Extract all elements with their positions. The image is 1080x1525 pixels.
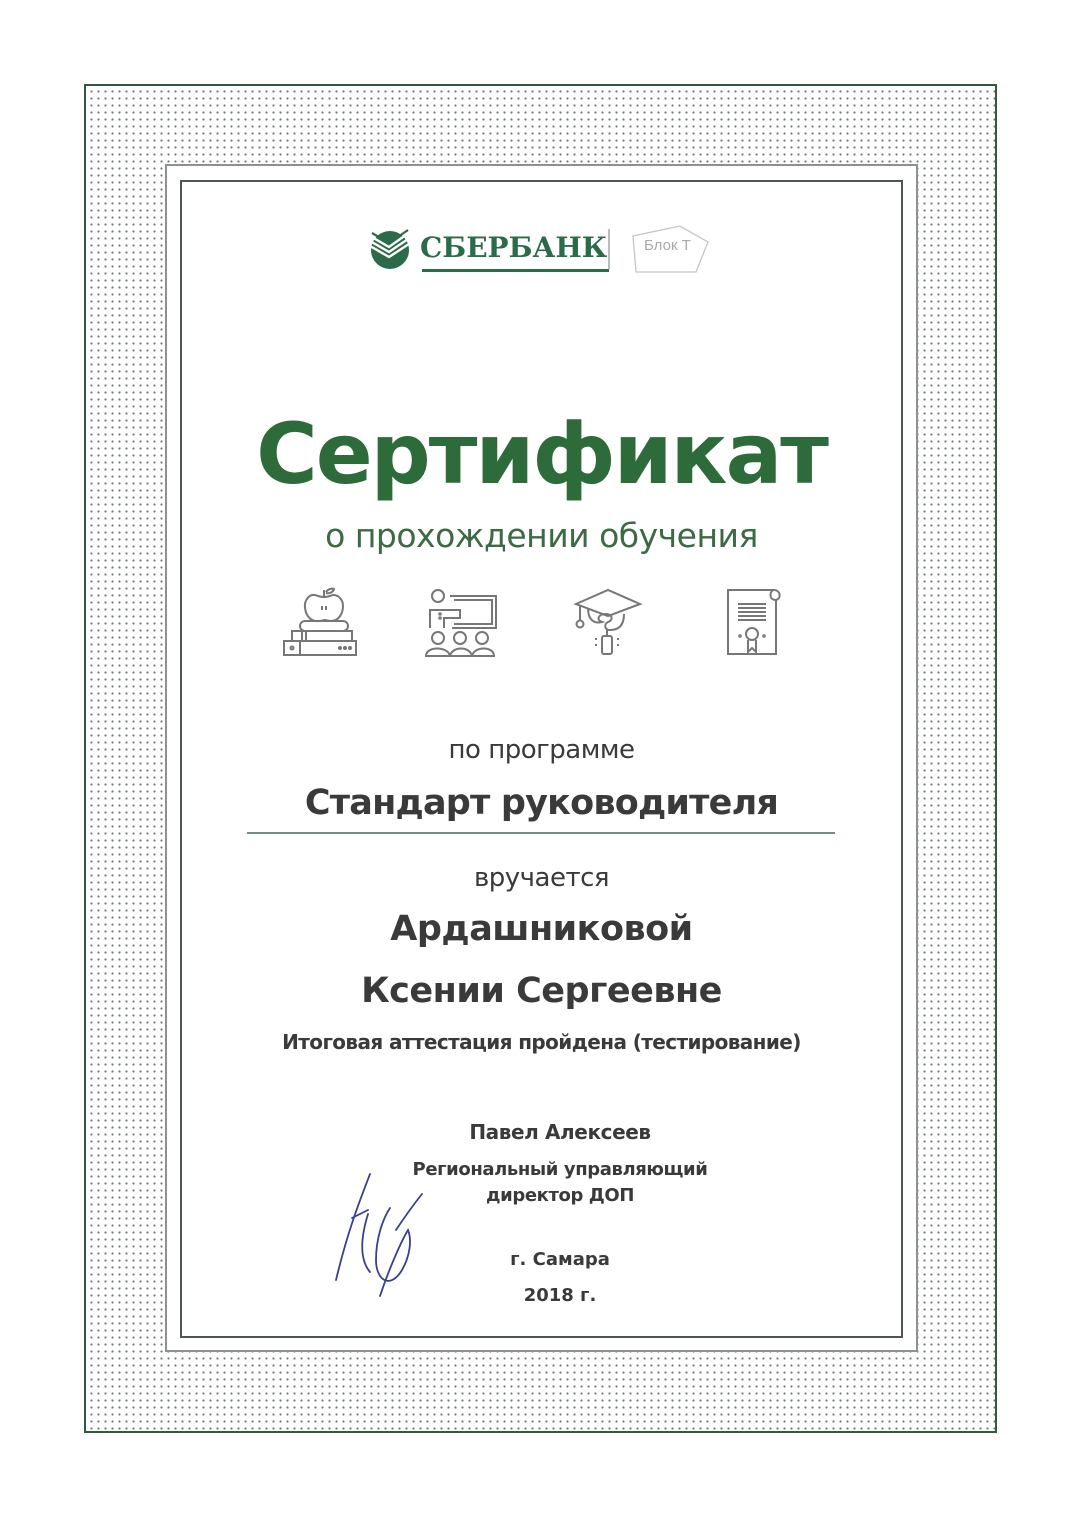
apple-books-icon: [280, 586, 370, 662]
recipient-given-names: Ксении Сергеевне: [361, 971, 722, 1011]
program-label: по программе: [448, 735, 635, 765]
teacher-classroom-icon: [422, 586, 512, 662]
graduation-cap-brain-icon: [568, 586, 658, 662]
program-name: Стандарт руководителя: [304, 783, 779, 823]
blok-t-label: Блок Т: [644, 237, 691, 254]
sberbank-logo: [368, 226, 607, 270]
attestation-note: Итоговая аттестация пройдена (тестирование): [282, 1030, 801, 1054]
program-divider: [247, 832, 835, 834]
sberbank-logo-icon: [368, 226, 412, 270]
diploma-scroll-icon: [714, 586, 804, 662]
signer-role-line1: Региональный управляющий: [412, 1159, 708, 1180]
certificate-subtitle: о прохождении обучения: [325, 516, 758, 555]
logo-divider: [608, 229, 610, 269]
signer-name: Павел Алексеев: [469, 1120, 651, 1144]
signer-role-line2: директор ДОП: [485, 1185, 634, 1206]
icons-row: [270, 586, 810, 666]
logo-wordmark: СБЕРБАНК: [420, 231, 608, 264]
signature-icon: [330, 1170, 430, 1300]
recipient-surname: Ардашниковой: [390, 909, 693, 949]
awarded-label: вручается: [473, 863, 610, 893]
year: 2018 г.: [523, 1285, 597, 1306]
certificate-title: Сертификат: [256, 405, 827, 503]
city: г. Самара: [510, 1249, 610, 1270]
